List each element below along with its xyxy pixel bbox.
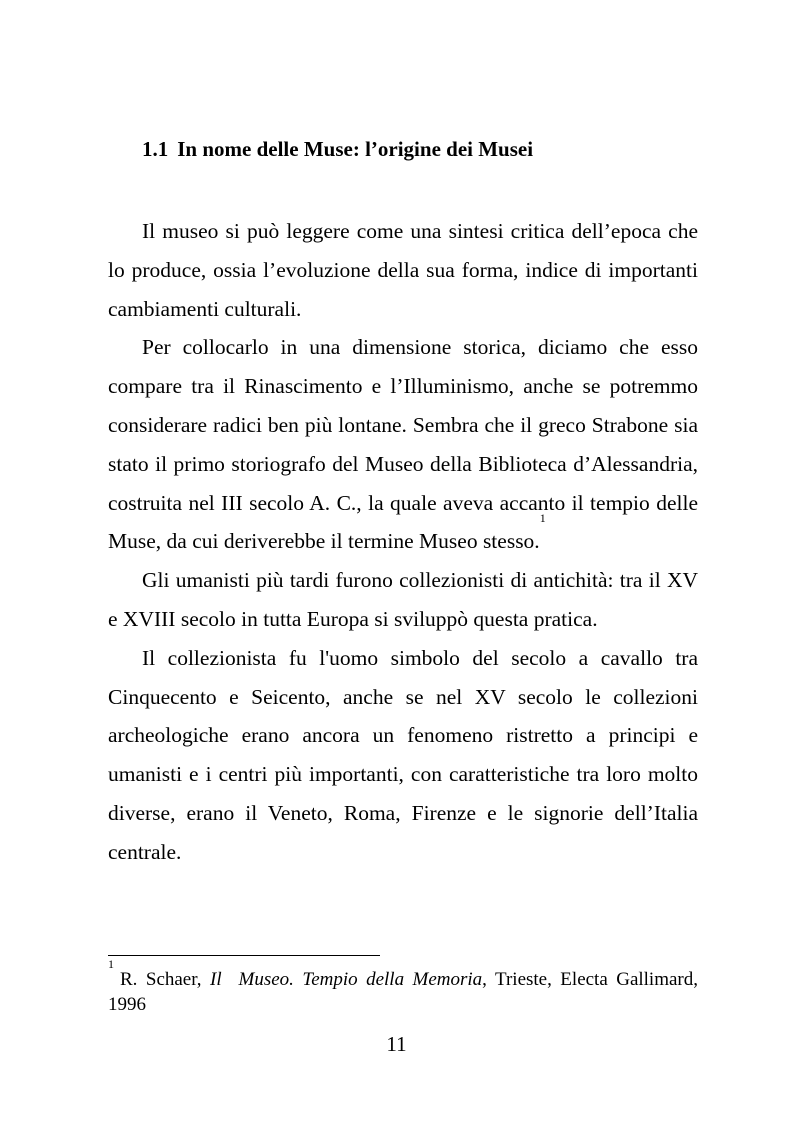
paragraph: Il museo si può leggere come una sintesi critica dell’epoca che lo produce, ossia l’evoluzione della sua forma, indice di importanti cambiamenti culturali. xyxy=(108,219,698,321)
footnote-author: R. Schaer, xyxy=(120,969,202,990)
section-heading xyxy=(142,137,533,162)
footnote xyxy=(108,957,698,1017)
footnote-title: Il Museo. Tempio della Memoria xyxy=(210,969,483,990)
footnote-reference[interactable]: 1 xyxy=(539,511,546,526)
paragraph: Gli umanisti più tardi furono collezionisti di antichità: tra il XV e XVIII secolo in tutta Europa si sviluppò questa pratica. xyxy=(108,568,698,631)
paragraph: Il collezionista fu l'uomo simbolo del secolo a cavallo tra Cinquecento e Seicento, anche se nel XV secolo le collezioni archeologiche erano ancora un fenomeno ristretto a principi e umanisti e i centri più importanti, con caratteristiche tra loro molto diverse, erano il Veneto, Roma, Firenze e le signorie dell’Italia centrale. xyxy=(108,645,698,864)
section-number: 1.1 xyxy=(142,137,169,161)
footnote-number: 1 xyxy=(108,957,114,971)
paragraph xyxy=(108,328,698,561)
page-number: 11 xyxy=(386,1032,407,1056)
paragraph-text: Per collocarlo in una dimensione storica, diciamo che esso compare tra il Rinascimento e l’Illuminismo, anche se potremmo considerare radici ben più lontane. Sembra che il greco Strabone sia stato il primo storiografo del Museo della Biblioteca d’Alessandria, costruita nel III secolo A. C., la quale aveva accanto il tempio delle Muse, da cui deriverebbe il termine Museo stesso. xyxy=(108,335,698,554)
footnote-publication: , Trieste, Electa Gallimard, 1996 xyxy=(108,969,698,1015)
footnote-separator xyxy=(108,955,380,956)
body-text xyxy=(108,212,698,872)
section-title: In nome delle Muse: l’origine dei Musei xyxy=(177,137,534,161)
